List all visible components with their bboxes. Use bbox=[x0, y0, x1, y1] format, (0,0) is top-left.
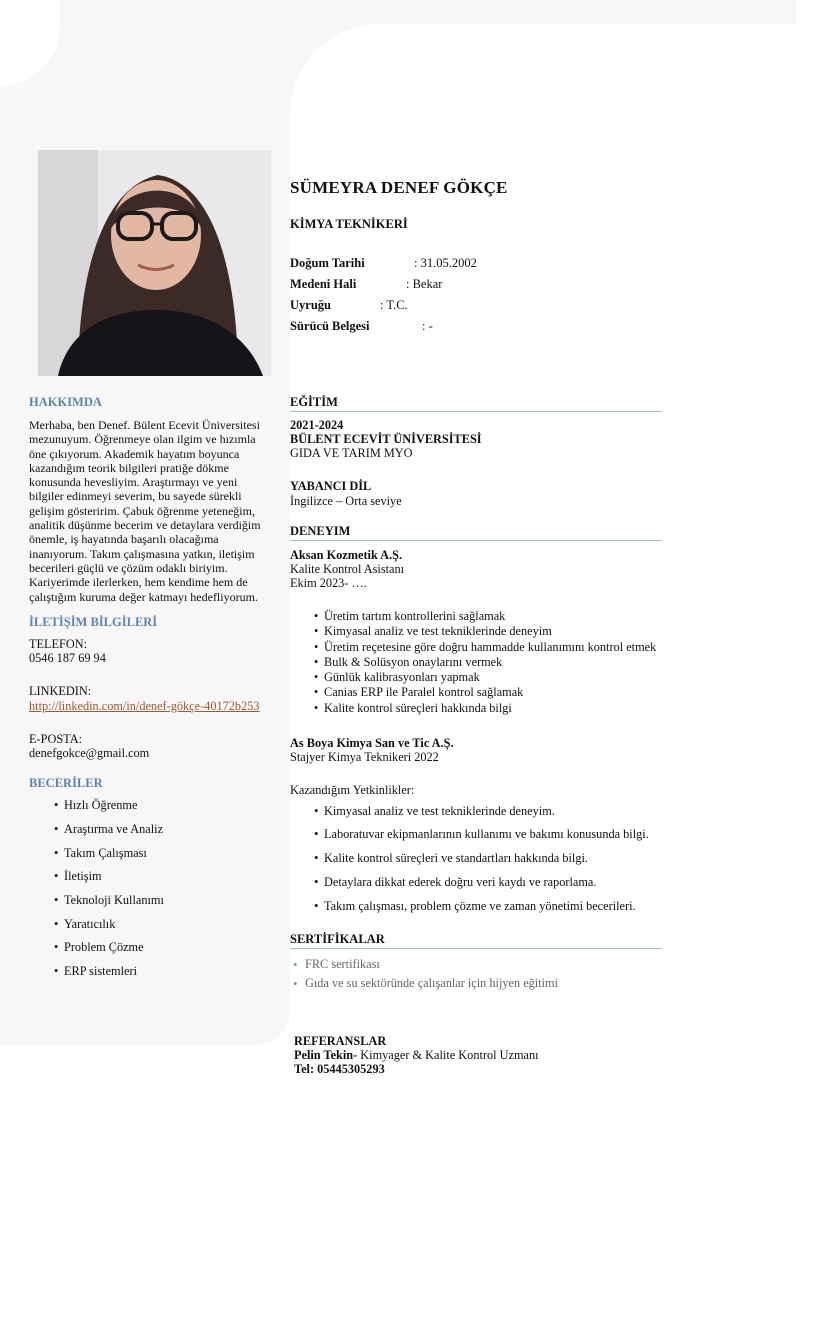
job1-duties-list bbox=[290, 609, 690, 716]
language-value: İngilizce – Orta seviye bbox=[290, 494, 402, 508]
reference-phone: Tel: 05445305293 bbox=[294, 1062, 385, 1076]
email-value: denefgokce@gmail.com bbox=[29, 746, 150, 760]
job1-company: Aksan Kozmetik A.Ş. bbox=[290, 548, 403, 562]
linkedin-link[interactable]: http://linkedin.com/in/denef-gökçe-40172b253 bbox=[29, 699, 260, 713]
detail-label: Uyruğu bbox=[290, 298, 331, 312]
detail-license bbox=[290, 319, 433, 334]
email-label: E-POSTA: bbox=[29, 732, 82, 746]
competency-item: • Detaylara dikkat ederek doğru veri kaydı ve raporlama. bbox=[324, 875, 596, 890]
reference-role: Kimyager & Kalite Kontrol Uzmanı bbox=[357, 1048, 539, 1062]
certificate-item: • FRC sertifikası bbox=[305, 957, 380, 972]
competency-item: • Takım çalışması, problem çözme ve zaman yönetimi becerileri. bbox=[324, 899, 636, 914]
skill-item: • Takım Çalışması bbox=[64, 846, 147, 861]
detail-value: : - bbox=[422, 319, 433, 333]
phone-value: 0546 187 69 94 bbox=[29, 651, 106, 665]
references-heading: REFERANSLAR bbox=[294, 1034, 387, 1048]
skill-item: • Hızlı Öğrenme bbox=[64, 798, 137, 813]
duty-item: • Üretim tartım kontrollerini sağlamak bbox=[290, 609, 690, 624]
detail-birth bbox=[290, 256, 477, 271]
duty-item: • Kimyasal analiz ve test tekniklerinde deneyim bbox=[290, 624, 690, 639]
competency-item: • Kalite kontrol süreçleri ve standartları hakkında bilgi. bbox=[324, 851, 588, 866]
duty-item: • Canias ERP ile Paralel kontrol sağlamak bbox=[290, 685, 690, 700]
language-heading: YABANCI DİL bbox=[290, 479, 372, 493]
competency-item: • Kimyasal analiz ve test tekniklerinde deneyim. bbox=[324, 804, 555, 819]
about-heading: HAKKIMDA bbox=[29, 395, 102, 409]
detail-value: : Bekar bbox=[406, 277, 443, 291]
about-text: Merhaba, ben Denef. Bülent Ecevit Üniversitesi mezunuyum. Öğrenmeye olan ilgim ve hızımla öne çıkıyorum. Akademik hayatım boyunca kazandığım teorik bilgileri pratiğe dökme konusunda hevesliyim. Araştırmayı ve yeni bilgiler edinmeyi severim, bu sayede sürekli gelişim gösteririm. Çabuk öğrenme yeteneğim, analitik düşünme becerim ve detaylara verdiğim önemle, iş hayatında başarılı olacağıma inanıyorum. Takım çalışmasına yatkın, iletişim becerileri güçlü ve çözüm odaklı biriyim. Kariyerimde ilerlerken, hem kendime hem de çalıştığım kuruma değer katmayı hedefliyorum. bbox=[29, 418, 261, 604]
job1-date: Ekim 2023- …. bbox=[290, 576, 367, 590]
experience-heading: DENEYIM bbox=[290, 524, 662, 541]
education-heading: EĞİTİM bbox=[290, 395, 662, 412]
detail-value: : T.C. bbox=[380, 298, 408, 312]
job1-role: Kalite Kontrol Asistanı bbox=[290, 562, 405, 576]
detail-label: Doğum Tarihi bbox=[290, 256, 365, 270]
skill-item: • Araştırma ve Analiz bbox=[64, 822, 163, 837]
job2-role: Stajyer Kimya Teknikeri 2022 bbox=[290, 750, 439, 764]
duty-item: • Kalite kontrol süreçleri hakkında bilgi bbox=[290, 701, 690, 716]
competency-item: • Laboratuvar ekipmanlarının kullanımı ve bakımı konusunda bilgi. bbox=[324, 827, 649, 842]
certificate-item: • Gıda ve su sektöründe çalışanlar için hijyen eğitimi bbox=[305, 976, 558, 991]
reference-entry bbox=[294, 1048, 539, 1063]
detail-value: : 31.05.2002 bbox=[414, 256, 477, 270]
duty-item: • Üretim reçetesine göre doğru hammadde kullanımını kontrol etmek bbox=[290, 640, 690, 655]
education-school: BÜLENT ECEVİT ÜNİVERSİTESİ bbox=[290, 432, 482, 446]
linkedin-label: LINKEDIN: bbox=[29, 684, 92, 698]
skill-item: • ERP sistemleri bbox=[64, 964, 137, 979]
detail-nationality bbox=[290, 298, 408, 313]
job-title: KİMYA TEKNİKERİ bbox=[290, 217, 408, 231]
education-years: 2021-2024 bbox=[290, 418, 344, 432]
candidate-name: SÜMEYRA DENEF GÖKÇE bbox=[290, 178, 508, 197]
skill-item: • Yaratıcılık bbox=[64, 917, 115, 932]
skill-item: • Teknoloji Kullanımı bbox=[64, 893, 164, 908]
skills-heading: BECERİLER bbox=[29, 776, 103, 790]
skill-item: • Problem Çözme bbox=[64, 940, 144, 955]
skill-item: • İletişim bbox=[64, 869, 102, 884]
detail-label: Sürücü Belgesi bbox=[290, 319, 370, 333]
certificates-heading: SERTİFİKALAR bbox=[290, 932, 662, 949]
job2-company: As Boya Kimya San ve Tic A.Ş. bbox=[290, 736, 454, 750]
contact-heading: İLETİŞİM BİLGİLERİ bbox=[29, 615, 158, 629]
duty-item: • Bulk & Solüsyon onaylarını vermek bbox=[290, 655, 690, 670]
detail-marital bbox=[290, 277, 443, 292]
duty-item: • Günlük kalibrasyonları yapmak bbox=[290, 670, 690, 685]
reference-name: Pelin Tekin- bbox=[294, 1048, 358, 1062]
competencies-label: Kazandığım Yetkinlikler: bbox=[290, 783, 415, 797]
detail-label: Medeni Hali bbox=[290, 277, 357, 291]
phone-label: TELEFON: bbox=[29, 637, 88, 651]
profile-photo bbox=[38, 150, 271, 376]
education-department: GIDA VE TARIM MYO bbox=[290, 446, 413, 460]
